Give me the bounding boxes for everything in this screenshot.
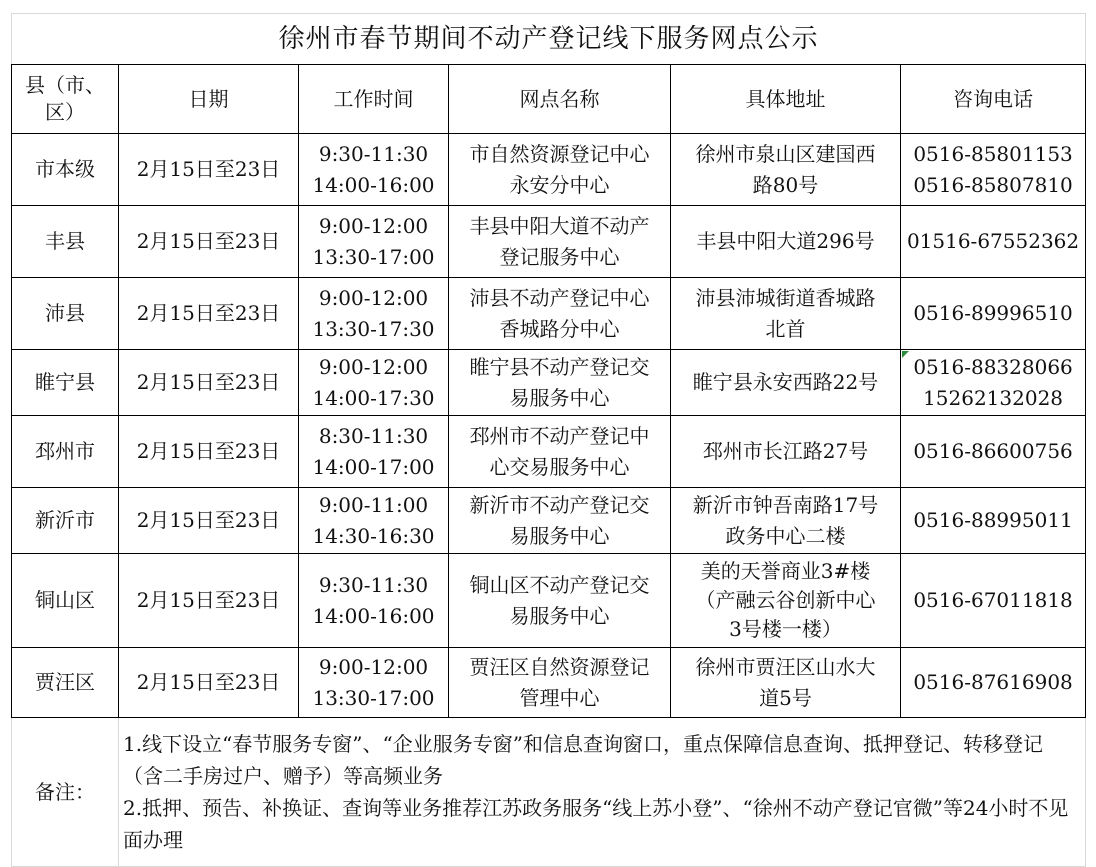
hours-cell: 9:00-12:00 13:30-17:00 — [299, 648, 449, 718]
county-cell: 市本级 — [12, 134, 119, 206]
hours-cell: 9:30-11:30 14:00-16:00 — [299, 554, 449, 648]
note-line-1: 1.线下设立“春节服务专窗”、“企业服务专窗”和信息查询窗口，重点保障信息查询、抵押登记、转移登记（含二手房过户、赠予）等高频业务 — [123, 732, 1043, 788]
table-row — [12, 278, 1086, 350]
table-row — [12, 416, 1086, 488]
date-cell: 2月15日至23日 — [119, 350, 299, 416]
site-name-cell: 邳州市不动产登记中 心交易服务中心 — [449, 416, 671, 488]
phone-cell: 0516-88995011 — [901, 488, 1086, 554]
note-line-2: 2.抵押、预告、补换证、查询等业务推荐江苏政务服务“线上苏小登”、“徐州不动产登记官微”等24小时不见面办理 — [123, 796, 1069, 852]
header-hours: 工作时间 — [299, 65, 449, 134]
header-date: 日期 — [119, 65, 299, 134]
hours-cell: 9:00-12:00 13:30-17:30 — [299, 278, 449, 350]
notes-text — [119, 718, 1086, 867]
county-cell: 贾汪区 — [12, 648, 119, 718]
county-cell: 邳州市 — [12, 416, 119, 488]
county-cell: 沛县 — [12, 278, 119, 350]
address-cell: 徐州市泉山区建国西 路80号 — [671, 134, 901, 206]
notes-label: 备注： — [12, 718, 119, 867]
notice-sheet — [11, 13, 1085, 867]
hours-cell: 8:30-11:30 14:00-17:00 — [299, 416, 449, 488]
title-row — [12, 14, 1086, 65]
header-name: 网点名称 — [449, 65, 671, 134]
address-cell: 邳州市长江路27号 — [671, 416, 901, 488]
address-cell: 沛县沛城街道香城路 北首 — [671, 278, 901, 350]
header-row — [12, 65, 1086, 134]
header-county: 县（市、 区） — [12, 65, 119, 134]
phone-cell: 0516-86600756 — [901, 416, 1086, 488]
county-cell: 铜山区 — [12, 554, 119, 648]
table-row — [12, 134, 1086, 206]
table-row — [12, 648, 1086, 718]
phone-cell: 0516-89996510 — [901, 278, 1086, 350]
date-cell: 2月15日至23日 — [119, 206, 299, 278]
phone-cell: 0516-88328066 15262132028 — [901, 350, 1086, 416]
address-cell: 睢宁县永安西路22号 — [671, 350, 901, 416]
address-cell: 新沂市钟吾南路17号 政务中心二楼 — [671, 488, 901, 554]
site-name-cell: 睢宁县不动产登记交 易服务中心 — [449, 350, 671, 416]
table-row — [12, 488, 1086, 554]
notes-row — [12, 718, 1086, 867]
phone-cell: 01516-67552362 — [901, 206, 1086, 278]
page-title: 徐州市春节期间不动产登记线下服务网点公示 — [12, 14, 1086, 65]
site-name-cell: 铜山区不动产登记交 易服务中心 — [449, 554, 671, 648]
hours-cell: 9:00-12:00 13:30-17:00 — [299, 206, 449, 278]
date-cell: 2月15日至23日 — [119, 416, 299, 488]
county-cell: 丰县 — [12, 206, 119, 278]
site-name-cell: 沛县不动产登记中心 香城路分中心 — [449, 278, 671, 350]
phone-cell: 0516-87616908 — [901, 648, 1086, 718]
address-cell: 徐州市贾汪区山水大 道5号 — [671, 648, 901, 718]
date-cell: 2月15日至23日 — [119, 554, 299, 648]
address-cell: 丰县中阳大道296号 — [671, 206, 901, 278]
site-name-cell: 市自然资源登记中心 永安分中心 — [449, 134, 671, 206]
table-row — [12, 206, 1086, 278]
date-cell: 2月15日至23日 — [119, 488, 299, 554]
date-cell: 2月15日至23日 — [119, 134, 299, 206]
table-row — [12, 350, 1086, 416]
site-name-cell: 新沂市不动产登记交 易服务中心 — [449, 488, 671, 554]
hours-cell: 9:00-11:00 14:30-16:30 — [299, 488, 449, 554]
header-address: 具体地址 — [671, 65, 901, 134]
hours-cell: 9:30-11:30 14:00-16:00 — [299, 134, 449, 206]
date-cell: 2月15日至23日 — [119, 648, 299, 718]
county-cell: 睢宁县 — [12, 350, 119, 416]
header-phone: 咨询电话 — [901, 65, 1086, 134]
date-cell: 2月15日至23日 — [119, 278, 299, 350]
hours-cell: 9:00-12:00 14:00-17:30 — [299, 350, 449, 416]
phone-cell: 0516-67011818 — [901, 554, 1086, 648]
site-name-cell: 丰县中阳大道不动产 登记服务中心 — [449, 206, 671, 278]
address-cell: 美的天誉商业3#楼 （产融云谷创新中心 3号楼一楼） — [671, 554, 901, 648]
phone-cell: 0516-85801153 0516-85807810 — [901, 134, 1086, 206]
county-cell: 新沂市 — [12, 488, 119, 554]
table-row — [12, 554, 1086, 648]
site-name-cell: 贾汪区自然资源登记 管理中心 — [449, 648, 671, 718]
service-table — [11, 13, 1086, 867]
